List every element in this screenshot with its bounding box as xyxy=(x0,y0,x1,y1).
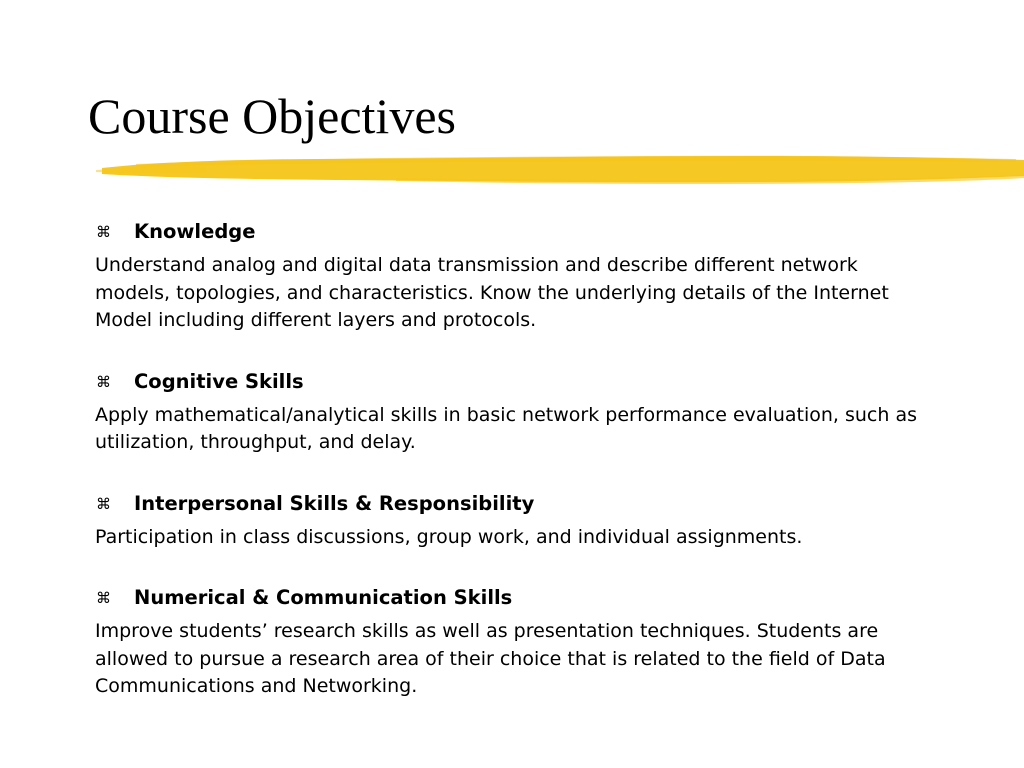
objective-heading-text: Knowledge xyxy=(134,220,256,243)
objectives-list xyxy=(95,218,995,734)
objective-heading xyxy=(95,368,995,396)
objective-description-line: Model including different layers and protocols. xyxy=(95,309,537,331)
objective-section xyxy=(95,368,995,457)
objective-description-line: utilization, throughput, and delay. xyxy=(95,431,416,453)
command-key-icon: ⌘ xyxy=(96,589,111,607)
objective-description-line: Apply mathematical/analytical skills in basic network performance evaluation, such as xyxy=(95,403,918,426)
objective-heading-text: Cognitive Skills xyxy=(134,369,304,393)
objective-section xyxy=(95,490,995,552)
objective-section xyxy=(95,218,995,335)
objective-heading-text: Interpersonal Skills & Responsibility xyxy=(134,491,535,515)
objective-description-line: models, topologies, and characteristics. Know the underlying details of the Internet xyxy=(95,281,889,304)
objective-description xyxy=(95,402,995,457)
objective-description xyxy=(95,618,995,701)
objective-description-line: Understand analog and digital data transmission and describe different network xyxy=(95,254,858,276)
objective-description-line: Participation in class discussions, group work, and individual assignments. xyxy=(95,525,803,548)
command-key-icon: ⌘ xyxy=(96,494,111,513)
command-key-icon: ⌘ xyxy=(96,372,111,391)
objective-section xyxy=(95,584,995,701)
command-key-icon: ⌘ xyxy=(96,223,111,241)
objective-heading xyxy=(95,584,995,612)
slide-title: Course Objectives xyxy=(88,88,456,144)
objective-heading-text: Numerical & Communication Skills xyxy=(134,586,513,609)
objective-description xyxy=(95,524,995,552)
objective-description-line: Improve students’ research skills as well as presentation techniques. Students are xyxy=(95,620,879,642)
objective-description xyxy=(95,252,995,335)
objective-description-line: allowed to pursue a research area of their choice that is related to the field of Data xyxy=(95,647,886,670)
objective-heading xyxy=(95,218,995,246)
objective-heading xyxy=(95,490,995,518)
title-underline-brushstroke xyxy=(96,148,1024,190)
objective-description-line: Communications and Networking. xyxy=(95,675,418,697)
